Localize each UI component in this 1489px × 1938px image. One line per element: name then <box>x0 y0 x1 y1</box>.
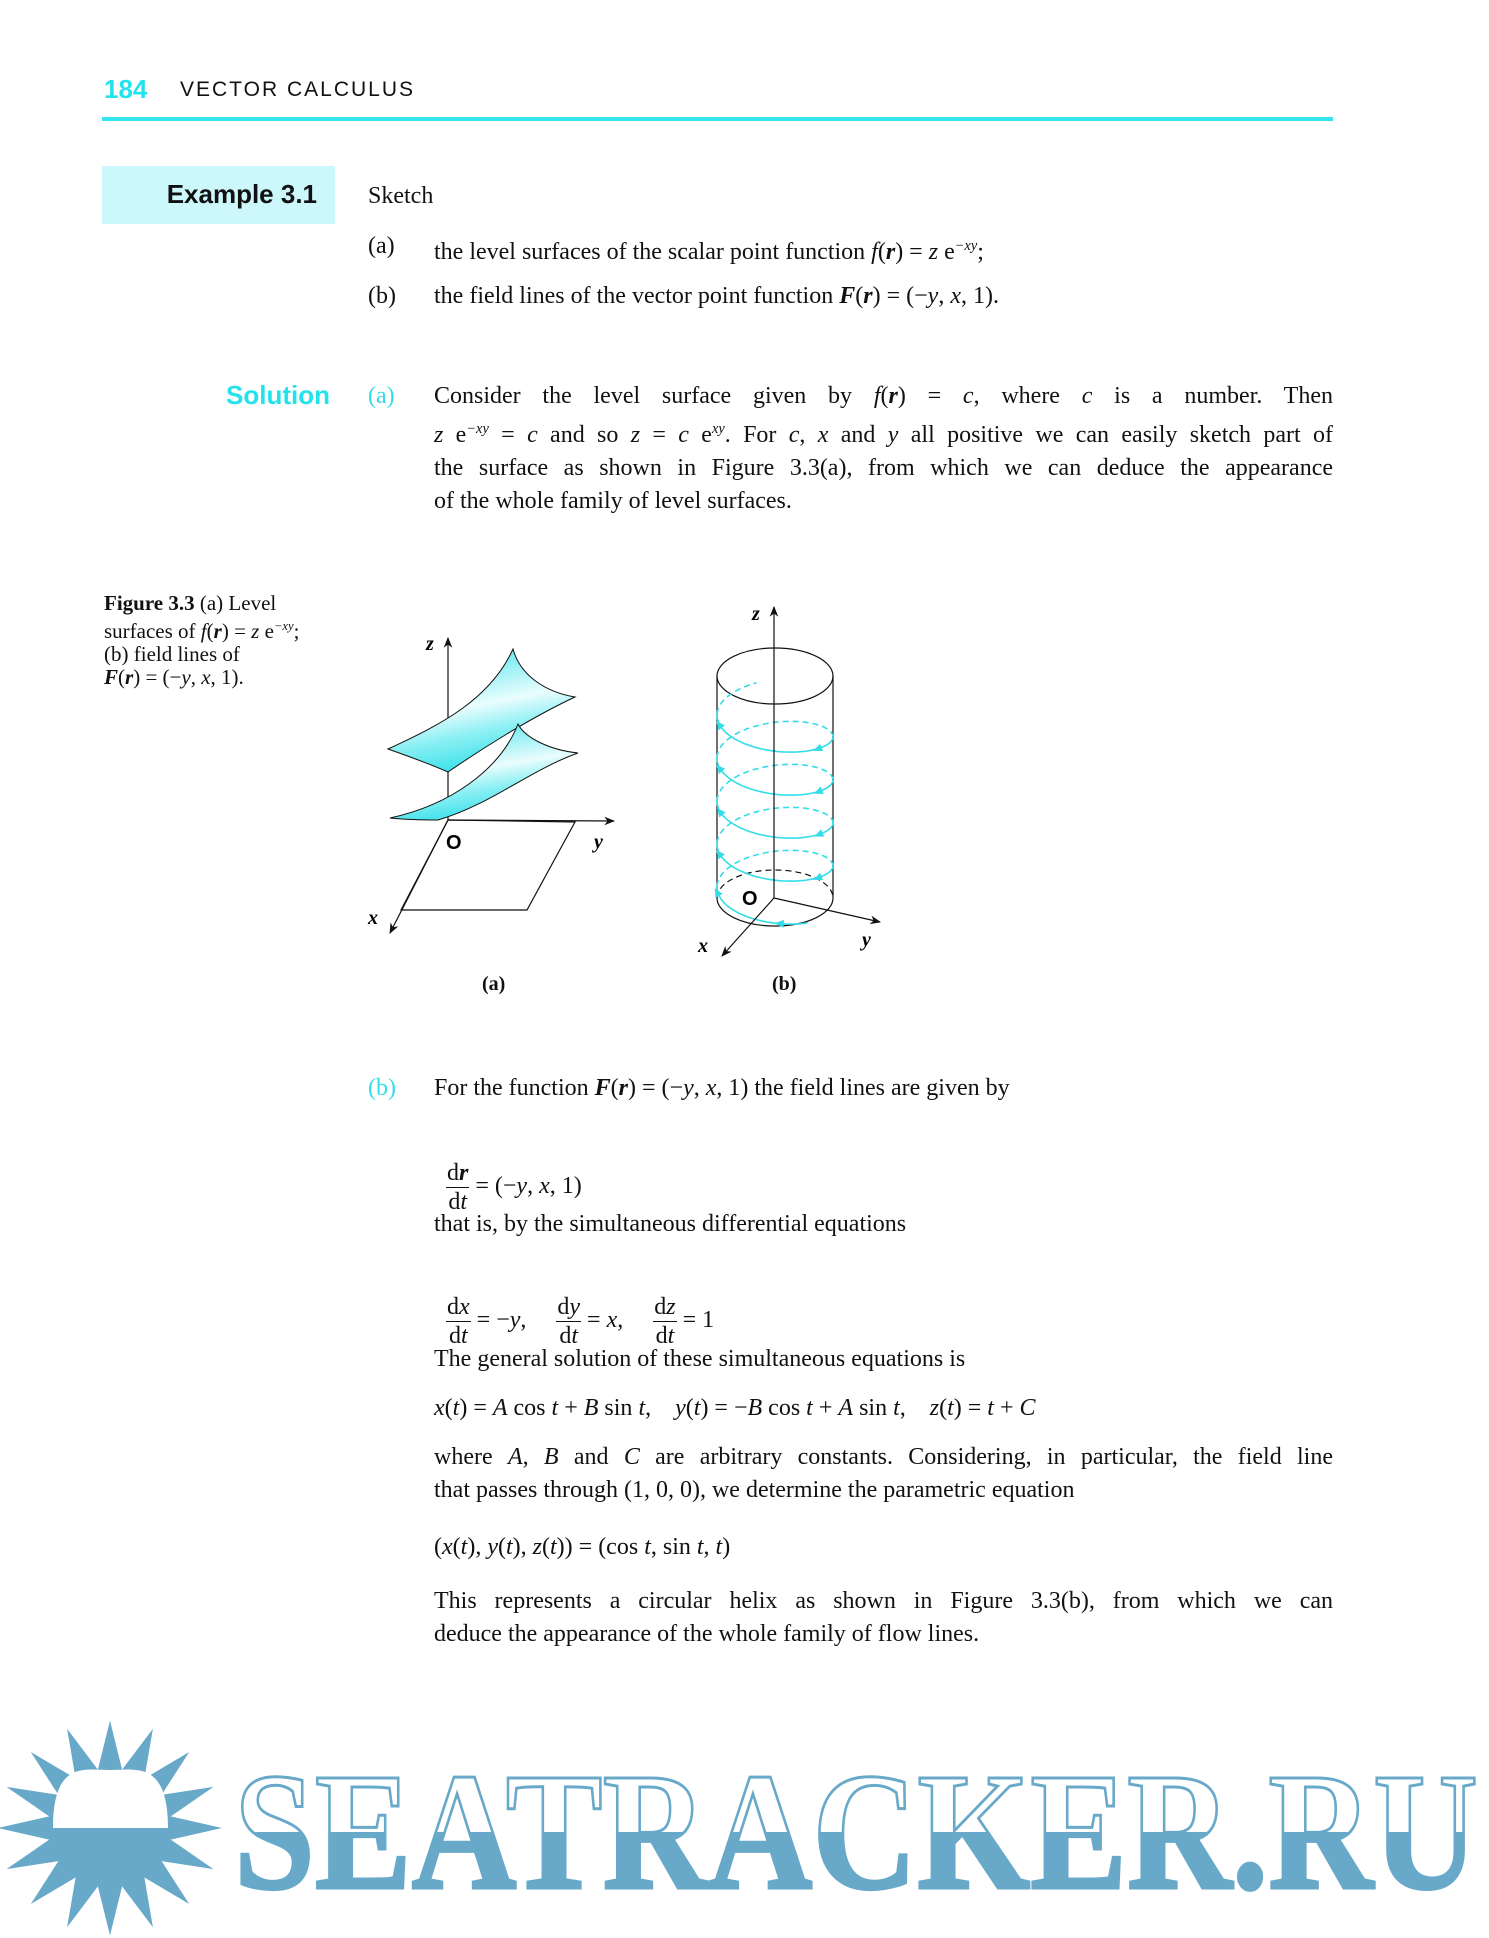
math-symbol: f <box>871 239 878 265</box>
equation-rhs <box>469 1173 581 1199</box>
equation-system <box>434 1260 714 1350</box>
math-symbol: t <box>693 1395 701 1421</box>
text-segment: ( <box>497 1534 506 1560</box>
vector-symbol: r <box>213 619 222 643</box>
text-segment: d <box>448 1323 461 1349</box>
solution-b-marker: (b) <box>368 1075 396 1101</box>
text-segment: , <box>522 1444 544 1470</box>
sun-dome <box>53 1769 168 1828</box>
text-segment: d <box>654 1294 667 1320</box>
text-segment: ( <box>206 619 214 643</box>
text-segment: ), <box>467 1534 488 1560</box>
math-symbol: x <box>606 1307 618 1334</box>
text-segment: d <box>447 1294 459 1320</box>
math-symbol: x <box>201 665 211 689</box>
math-symbol: c <box>527 422 538 448</box>
text-segment: + <box>993 1395 1020 1421</box>
text-segment: ) = <box>895 239 929 265</box>
math-symbol: A <box>492 1395 508 1421</box>
text-simultaneous: that is, by the simultaneous differential equations <box>434 1211 907 1237</box>
math-symbol: t <box>571 1323 579 1349</box>
math-symbol: z <box>666 1294 676 1320</box>
text-segment: and so <box>537 422 631 448</box>
helix-field-line <box>711 683 833 928</box>
math-symbol: y <box>887 422 899 448</box>
solution-label: Solution <box>226 380 330 410</box>
text-segment: is a number. Then <box>1092 383 1333 409</box>
math-symbol: t <box>460 1534 468 1560</box>
math-symbol: c <box>962 383 974 409</box>
text-segment: sin <box>598 1395 639 1421</box>
math-symbol: B <box>543 1444 559 1470</box>
paragraph-line <box>434 1474 1333 1507</box>
math-symbol: y <box>487 1534 498 1560</box>
text-helix <box>434 1585 1333 1651</box>
math-symbol: z <box>929 1395 940 1421</box>
text-segment: are arbitrary constants. Considering, in particular, the field line <box>639 1444 1333 1470</box>
text-segment: ) = (− <box>628 1075 684 1101</box>
fraction <box>556 1293 581 1350</box>
text-segment: , <box>520 1307 527 1334</box>
text-segment: e <box>443 422 467 448</box>
cylinder-bottom-back <box>717 870 833 898</box>
sun-logo-icon <box>0 1721 222 1936</box>
math-symbol: t <box>667 1323 675 1349</box>
z-axis-label: z <box>752 603 760 625</box>
equation-dr-dt <box>434 1126 582 1216</box>
text-segment: the field lines of the vector point function <box>434 283 840 309</box>
math-symbol: t <box>638 1395 646 1421</box>
math-symbol: t <box>460 1189 467 1215</box>
cylinder-bottom-front <box>717 898 833 926</box>
figure-a-level-surfaces <box>367 633 614 933</box>
figure-b-field-lines <box>697 603 880 957</box>
text-segment: , 1) <box>549 1173 582 1200</box>
math-symbol: y <box>683 1075 694 1101</box>
helix-front-arc <box>717 714 833 752</box>
text-segment: , sin <box>650 1534 697 1560</box>
text-segment: ( <box>855 283 864 309</box>
xy-plane-patch <box>401 820 575 910</box>
text-segment: deduce the appearance of the whole family of flow lines. <box>434 1621 980 1647</box>
text-segment: For the function <box>434 1075 595 1101</box>
text-segment: + <box>558 1395 584 1421</box>
text-segment: , <box>527 1173 540 1200</box>
text-segment: e <box>688 422 712 448</box>
text-segment: This represents a circular helix as shown in Figure 3.3(b), from which we can <box>434 1588 1333 1614</box>
vector-symbol: r <box>885 239 896 265</box>
math-symbol: y <box>569 1294 581 1320</box>
math-symbol: z <box>251 619 260 643</box>
fraction <box>653 1293 676 1350</box>
z-axis-label: z <box>426 633 434 655</box>
text-segment: , <box>693 1075 706 1101</box>
text-segment: e <box>938 239 955 265</box>
math-symbol: B <box>747 1395 763 1421</box>
math-symbol: t <box>452 1395 460 1421</box>
text-segment: , where <box>973 383 1082 409</box>
math-symbol: f <box>873 383 881 409</box>
text-segment: ( <box>434 1534 442 1560</box>
cylinder-top <box>717 648 833 704</box>
text-segment: d <box>557 1294 570 1320</box>
x-axis-label: x <box>698 935 708 957</box>
math-symbol: C <box>623 1444 640 1470</box>
text-segment: , <box>617 1307 624 1334</box>
example-item-a-marker: (a) <box>368 233 395 259</box>
text-segment: , 1). <box>960 283 999 309</box>
math-symbol: C <box>1019 1395 1036 1421</box>
text-segment: , 1). <box>210 665 244 689</box>
math-symbol: t <box>947 1395 954 1421</box>
vector-symbol: r <box>125 665 134 689</box>
text-segment: of the whole family of level surfaces. <box>434 488 792 514</box>
text-segment: and <box>828 422 888 448</box>
page-number: 184 <box>104 74 148 104</box>
numerator <box>446 1293 471 1322</box>
text-segment: that passes through (1, 0, 0), we determine the parametric equation <box>434 1477 1075 1503</box>
numerator <box>556 1293 581 1322</box>
vector-symbol: F <box>104 665 119 689</box>
math-symbol: z <box>532 1534 542 1560</box>
text-segment: ) = (− <box>872 283 928 309</box>
text-segment: . For <box>724 422 789 448</box>
vector-symbol: r <box>888 383 898 409</box>
paragraph-line <box>434 1441 1333 1474</box>
helix-arrow-icon <box>813 829 824 840</box>
paragraph-line <box>434 1585 1333 1618</box>
superscript: −xy <box>466 421 489 437</box>
text-segment: ( <box>610 1075 619 1101</box>
math-symbol: x <box>539 1173 550 1200</box>
text-segment: d <box>448 1189 461 1215</box>
math-symbol: z <box>434 422 444 448</box>
math-symbol: y <box>516 1173 528 1200</box>
bold-text: Figure 3.3 <box>104 591 195 615</box>
example-label: Example 3.1 <box>166 179 317 209</box>
numerator <box>653 1293 676 1322</box>
text-segment: + <box>812 1395 839 1421</box>
text-segment: ) = <box>459 1395 493 1421</box>
origin-label: O <box>446 832 462 854</box>
text-segment: (a) Level <box>194 591 277 615</box>
text-segment: )) = (cos <box>556 1534 645 1560</box>
vector-symbol: r <box>863 283 873 309</box>
text-segment: d <box>447 1160 459 1186</box>
text-segment: ; <box>293 619 300 643</box>
watermark-text: SEATRACKER.RU <box>234 1739 1478 1925</box>
math-symbol: z <box>928 239 939 265</box>
text-segment: ( <box>877 239 886 265</box>
equation-general-solution <box>434 1392 1036 1425</box>
math-symbol: x <box>817 422 829 448</box>
math-symbol: x <box>705 1075 717 1101</box>
helix-front-arc <box>717 886 808 924</box>
y-axis-label: y <box>862 929 871 951</box>
helix-front-arc <box>717 801 833 838</box>
text-segment: = <box>640 422 679 448</box>
text-segment: ( <box>444 1395 453 1421</box>
solution-a-marker: (a) <box>368 383 395 409</box>
text-general-solution: The general solution of these simultaneous equations is <box>434 1346 966 1372</box>
text-segment: ( <box>542 1534 550 1560</box>
text-segment: ) = − <box>700 1395 748 1421</box>
math-symbol: t <box>893 1395 900 1421</box>
origin-label: O <box>742 888 758 910</box>
text-segment: = 1 <box>676 1307 715 1334</box>
text-segment: cos <box>762 1395 807 1421</box>
math-symbol: t <box>644 1534 651 1560</box>
subfigure-label-b: (b) <box>772 973 797 995</box>
math-symbol: x <box>950 283 961 309</box>
text-segment: ) = <box>221 619 252 643</box>
equation-parametric <box>434 1531 730 1564</box>
text-segment: = (− <box>469 1173 517 1200</box>
equation-rhs <box>581 1307 623 1333</box>
math-symbol: y <box>509 1307 521 1334</box>
math-symbol: t <box>550 1534 557 1560</box>
numerator <box>446 1159 469 1188</box>
example-intro: Sketch <box>368 183 434 209</box>
vector-symbol: F <box>594 1075 611 1101</box>
fraction <box>446 1293 471 1350</box>
superscript: −xy <box>954 238 978 254</box>
text-segment: the surface as shown in Figure 3.3(a), from which we can deduce the appearance <box>434 455 1333 481</box>
text-segment: , <box>645 1395 676 1421</box>
equation-rhs <box>471 1307 527 1333</box>
math-symbol: c <box>678 422 689 448</box>
math-symbol: t <box>696 1534 704 1560</box>
text-segment: ), <box>512 1534 533 1560</box>
text-segment: = <box>581 1307 607 1334</box>
text-segment: d <box>559 1323 572 1349</box>
helix-back-arc <box>717 683 756 714</box>
text-segment: ( <box>685 1395 694 1421</box>
subfigure-label-a: (a) <box>482 973 506 995</box>
math-symbol: t <box>460 1323 468 1349</box>
math-symbol: t <box>505 1534 513 1560</box>
x-axis <box>390 820 448 933</box>
text-segment: ) = <box>953 1395 988 1421</box>
vector-symbol: r <box>618 1075 628 1101</box>
equation-rhs <box>677 1307 715 1333</box>
text-segment: surfaces of <box>104 619 201 643</box>
text-segment: ( <box>939 1395 948 1421</box>
text-segment: ) = (− <box>133 665 182 689</box>
text-segment: Consider the level surface given by <box>434 383 874 409</box>
text-segment: ) = <box>897 383 963 409</box>
text-segment: d <box>655 1323 668 1349</box>
text-segment: ) <box>722 1534 731 1560</box>
math-symbol: c <box>1081 383 1093 409</box>
paragraph-line <box>434 1618 1333 1651</box>
text-segment: = − <box>470 1307 510 1334</box>
text-segment: = <box>488 422 528 448</box>
text-segment: ; <box>977 239 984 265</box>
x-axis-label: x <box>368 907 378 929</box>
text-segment: and <box>558 1444 624 1470</box>
math-symbol: A <box>507 1444 523 1470</box>
running-title: VECTOR CALCULUS <box>180 78 415 101</box>
math-symbol: t <box>715 1534 723 1560</box>
math-symbol: A <box>838 1395 854 1421</box>
y-axis <box>774 898 880 922</box>
math-symbol: B <box>583 1395 599 1421</box>
text-segment: (b) field lines of <box>104 642 240 666</box>
helix-front-arc <box>717 757 833 795</box>
example-item-b-marker: (b) <box>368 283 396 309</box>
math-symbol: x <box>442 1534 453 1560</box>
math-symbol: y <box>181 665 191 689</box>
math-symbol: t <box>987 1395 994 1421</box>
text-segment: , 1) the field lines are given by <box>716 1075 1010 1101</box>
math-symbol: x <box>459 1294 470 1320</box>
text-segment: all positive we can easily sketch part of <box>898 422 1334 448</box>
text-segment: , <box>799 422 818 448</box>
math-symbol: x <box>434 1395 445 1421</box>
math-symbol: y <box>927 283 939 309</box>
math-symbol: f <box>200 619 207 643</box>
vector-symbol: r <box>459 1160 469 1186</box>
text-segment: e <box>259 619 274 643</box>
text-segment: ( <box>452 1534 461 1560</box>
text-segment: , <box>938 283 951 309</box>
text-segment: the level surfaces of the scalar point function <box>434 239 872 265</box>
math-symbol: t <box>806 1395 813 1421</box>
math-symbol: t <box>551 1395 559 1421</box>
math-symbol: y <box>675 1395 686 1421</box>
superscript: −xy <box>273 619 294 633</box>
vector-symbol: F <box>839 283 856 309</box>
text-segment: , <box>190 665 202 689</box>
text-segment: cos <box>507 1395 552 1421</box>
watermark <box>0 1700 1489 1938</box>
solution-b-intro <box>434 1072 1333 1105</box>
text-segment: ( <box>118 665 126 689</box>
math-symbol: z <box>630 422 641 448</box>
text-segment: ( <box>880 383 889 409</box>
math-symbol: c <box>788 422 800 448</box>
text-segment: , <box>899 1395 930 1421</box>
text-segment: where <box>434 1444 508 1470</box>
text-segment: , <box>703 1534 716 1560</box>
y-axis-label: y <box>594 831 603 853</box>
text-arbitrary-constants <box>434 1441 1333 1507</box>
superscript: xy <box>711 421 725 437</box>
text-segment: sin <box>853 1395 894 1421</box>
helix-front-arc <box>717 843 833 881</box>
